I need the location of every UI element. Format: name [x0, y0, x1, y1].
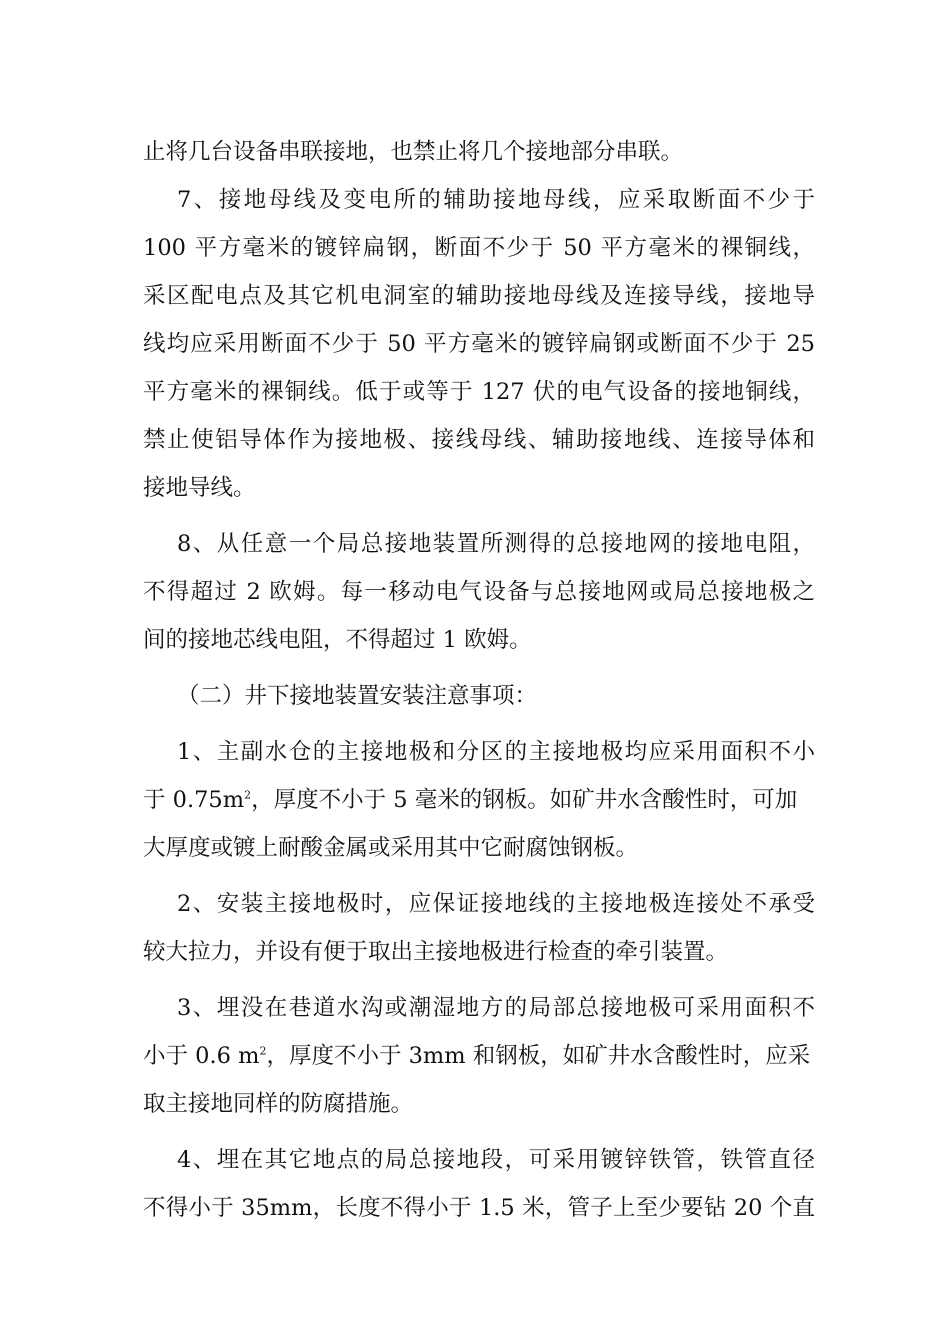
paragraph-2-line: 2、安装主接地极时，应保证接地线的主接地极连接处不承受	[177, 891, 815, 917]
text-line: 不得小于 35mm，长度不得小于 1.5 米，管子上至少要钻 20 个直	[143, 1195, 815, 1221]
superscript: 2	[259, 1044, 267, 1058]
text-segment: ，厚度不小于 5 毫米的钢板。如矿井水含酸性时，可加	[251, 787, 798, 813]
text-line: 100 平方毫米的镀锌扁钢，断面不少于 50 平方毫米的裸铜线，	[143, 235, 815, 261]
text-line: 大厚度或镀上耐酸金属或采用其中它耐腐蚀钢板。	[143, 835, 639, 861]
text-line: 不得超过 2 欧姆。每一移动电气设备与总接地网或局总接地极之	[143, 579, 815, 605]
text-line: 接地导线。	[143, 475, 256, 501]
text-line	[143, 780, 815, 820]
paragraph-1-line: 1、主副水仓的主接地极和分区的主接地极均应采用面积不小	[177, 739, 815, 765]
text-line: 线均应采用断面不少于 50 平方毫米的镀锌扁钢或断面不少于 25	[143, 331, 815, 357]
text-segment: ，厚度不小于 3mm 和钢板，如矿井水含酸性时，应采	[266, 1043, 811, 1069]
paragraph-4-line: 4、埋在其它地点的局总接地段，可采用镀锌铁管，铁管直径	[177, 1147, 815, 1173]
paragraph-3-line: 3、埋没在巷道水沟或潮湿地方的局部总接地极可采用面积不	[177, 995, 815, 1021]
text-segment: 于 0.75m	[143, 787, 245, 813]
text-line: 较大拉力，并设有便于取出主接地极进行检查的牵引装置。	[143, 939, 729, 965]
text-line: 间的接地芯线电阻，不得超过 1 欧姆。	[143, 627, 532, 653]
superscript: 2	[244, 788, 252, 802]
text-line: 采区配电点及其它机电洞室的辅助接地母线及连接导线，接地导	[143, 283, 815, 309]
text-line: 止将几台设备串联接地，也禁止将几个接地部分串联。	[143, 139, 684, 165]
paragraph-7-line: 7、接地母线及变电所的辅助接地母线，应采取断面不少于	[177, 187, 815, 213]
text-line: 取主接地同样的防腐措施。	[143, 1091, 414, 1117]
text-line	[143, 1036, 815, 1076]
text-line: 禁止使铝导体作为接地极、接线母线、辅助接地线、连接导体和	[143, 427, 815, 453]
text-line: 平方毫米的裸铜线。低于或等于 127 伏的电气设备的接地铜线，	[143, 379, 815, 405]
paragraph-8-line: 8、从任意一个局总接地装置所测得的总接地网的接地电阻，	[177, 531, 815, 557]
section-heading: （二）井下接地装置安装注意事项：	[177, 683, 538, 709]
text-segment: 小于 0.6 m	[143, 1043, 260, 1069]
